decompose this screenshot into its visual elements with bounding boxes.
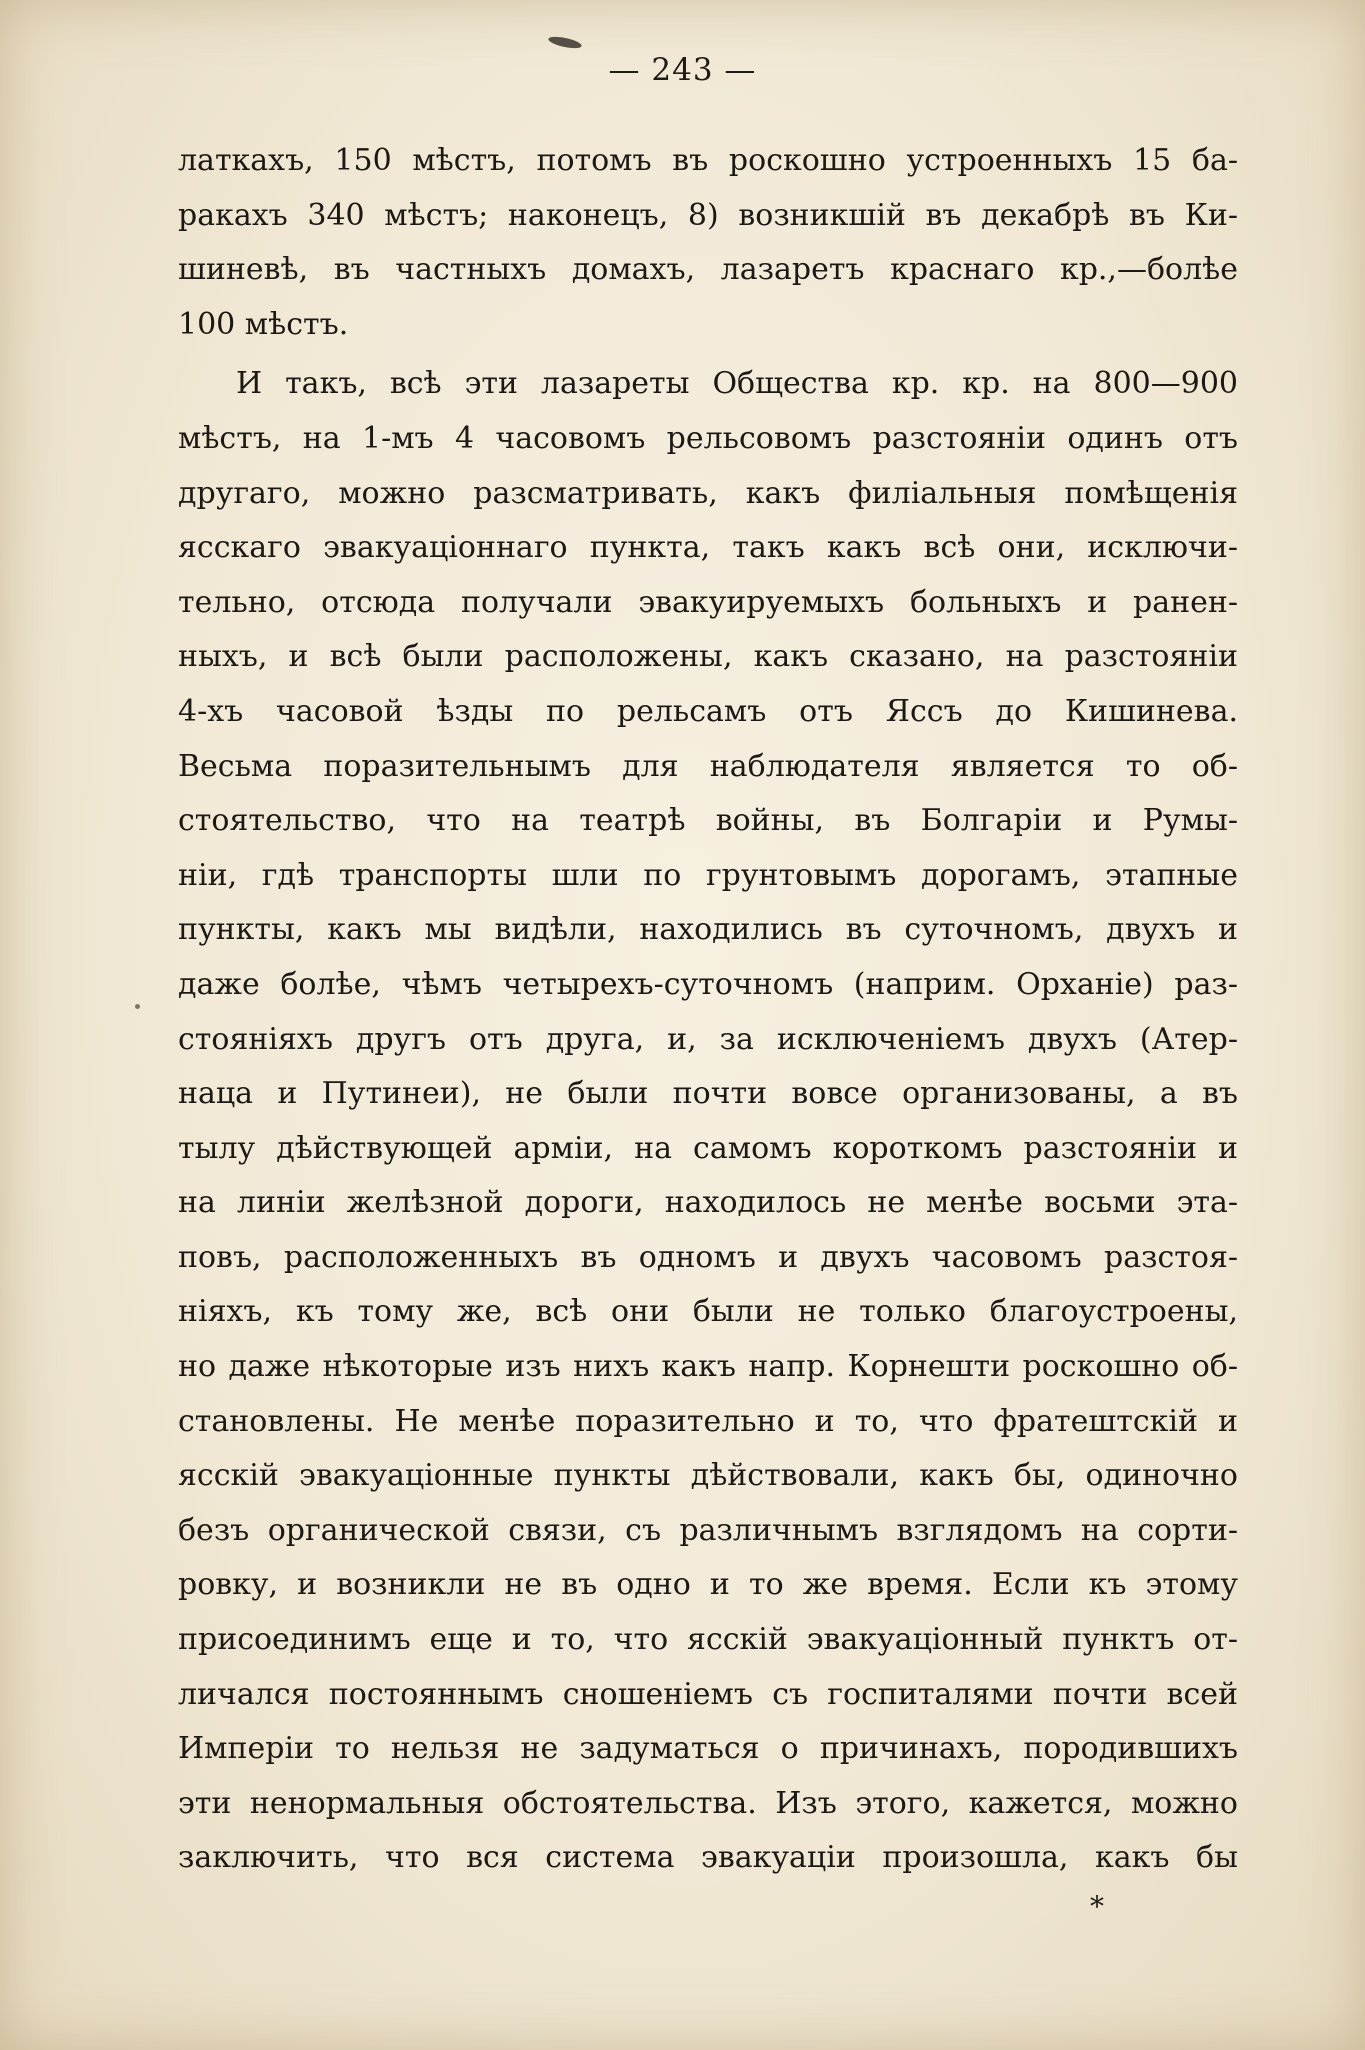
text-line: латкахъ, 150 мѣстъ, потомъ въ роскошно устроенныхъ 15 ба- bbox=[178, 143, 1238, 178]
text-line: 4-хъ часовой ѣзды по рельсамъ отъ Яссъ до Кишинева. bbox=[178, 693, 1238, 729]
text-line: 100 мѣстъ. bbox=[178, 306, 349, 342]
text-line: заключить, что вся система эвакуаціи произошла, какъ бы bbox=[178, 1840, 1238, 1876]
text-line: становлены. Не менѣе поразительно и то, что фратештскій и bbox=[178, 1403, 1238, 1439]
text-line: яcскаго эвакуаціоннаго пункта, такъ какъ всѣ они, исключи- bbox=[178, 530, 1238, 566]
body-text bbox=[178, 134, 1238, 1886]
text-line: ніяхъ, къ тому же, всѣ они были не только благоустроены, bbox=[178, 1294, 1238, 1330]
text-line: стоятельство, что на театрѣ войны, въ Болгаріи и Румы- bbox=[178, 803, 1238, 839]
text-line: Имперіи то нельзя не задуматься о причинахъ, породившихъ bbox=[178, 1731, 1238, 1767]
text-line: другаго, можно разсматривать, какъ филіальныя помѣщенія bbox=[178, 475, 1238, 511]
paragraph-2 bbox=[178, 357, 1238, 1886]
text-line: личался постояннымъ сношеніемъ съ госпиталями почти всей bbox=[178, 1676, 1238, 1712]
text-line: ракахъ 340 мѣстъ; наконецъ, 8) возникшій въ декабрѣ въ Ки- bbox=[178, 197, 1238, 233]
paragraph-1 bbox=[178, 134, 1238, 352]
footnote-asterisk: * bbox=[1090, 1890, 1104, 1923]
text-line: пункты, какъ мы видѣли, находились въ суточномъ, двухъ и bbox=[178, 912, 1238, 948]
ink-speck bbox=[135, 1004, 140, 1009]
text-line: И такъ, всѣ эти лазареты Общества кр. кр. на 800—900 bbox=[236, 366, 1238, 402]
text-line: шиневѣ, въ частныхъ домахъ, лазаретъ краснаго кр.,—болѣе bbox=[178, 252, 1238, 288]
text-line: ніи, гдѣ транспорты шли по грунтовымъ дорогамъ, этапные bbox=[178, 857, 1238, 893]
text-line: ясскій эвакуаціонные пункты дѣйствовали, какъ бы, одиночно bbox=[178, 1458, 1238, 1494]
text-line: на линіи желѣзной дороги, находилось не менѣе восьми эта- bbox=[178, 1185, 1238, 1221]
page-number: — 243 — bbox=[608, 52, 757, 88]
text-line: Весьма поразительнымъ для наблюдателя является то об- bbox=[178, 748, 1238, 784]
text-line: присоединимъ еще и то, что ясскій эвакуаціонный пунктъ от- bbox=[178, 1622, 1238, 1658]
text-line: стояніяхъ другъ отъ друга, и, за исключеніемъ двухъ (Атер- bbox=[178, 1021, 1238, 1057]
text-line: эти ненормальныя обстоятельства. Изъ этого, кажется, можно bbox=[178, 1785, 1238, 1821]
text-line: мѣстъ, на 1-мъ 4 часовомъ рельсовомъ разстояніи одинъ отъ bbox=[178, 420, 1238, 456]
text-line: тылу дѣйствующей арміи, на самомъ короткомъ разстояніи и bbox=[178, 1130, 1238, 1166]
text-line: тельно, отсюда получали эвакуируемыхъ больныхъ и ранен- bbox=[178, 584, 1238, 620]
text-line: наца и Путинеи), не были почти вовсе организованы, а въ bbox=[178, 1076, 1238, 1112]
text-line: даже болѣе, чѣмъ четырехъ-суточномъ (наприм. Орханіе) раз- bbox=[178, 966, 1238, 1002]
ink-blot bbox=[547, 35, 582, 51]
text-line: но даже нѣкоторые изъ нихъ какъ напр. Корнешти роскошно об- bbox=[178, 1349, 1238, 1385]
text-line: безъ органической связи, съ различнымъ взглядомъ на сорти- bbox=[178, 1512, 1238, 1548]
text-line: повъ, расположенныхъ въ одномъ и двухъ часовомъ разстоя- bbox=[178, 1239, 1238, 1275]
text-line: ныхъ, и всѣ были расположены, какъ сказано, на разстояніи bbox=[178, 639, 1238, 675]
text-line: ровку, и возникли не въ одно и то же время. Если къ этому bbox=[178, 1567, 1238, 1603]
